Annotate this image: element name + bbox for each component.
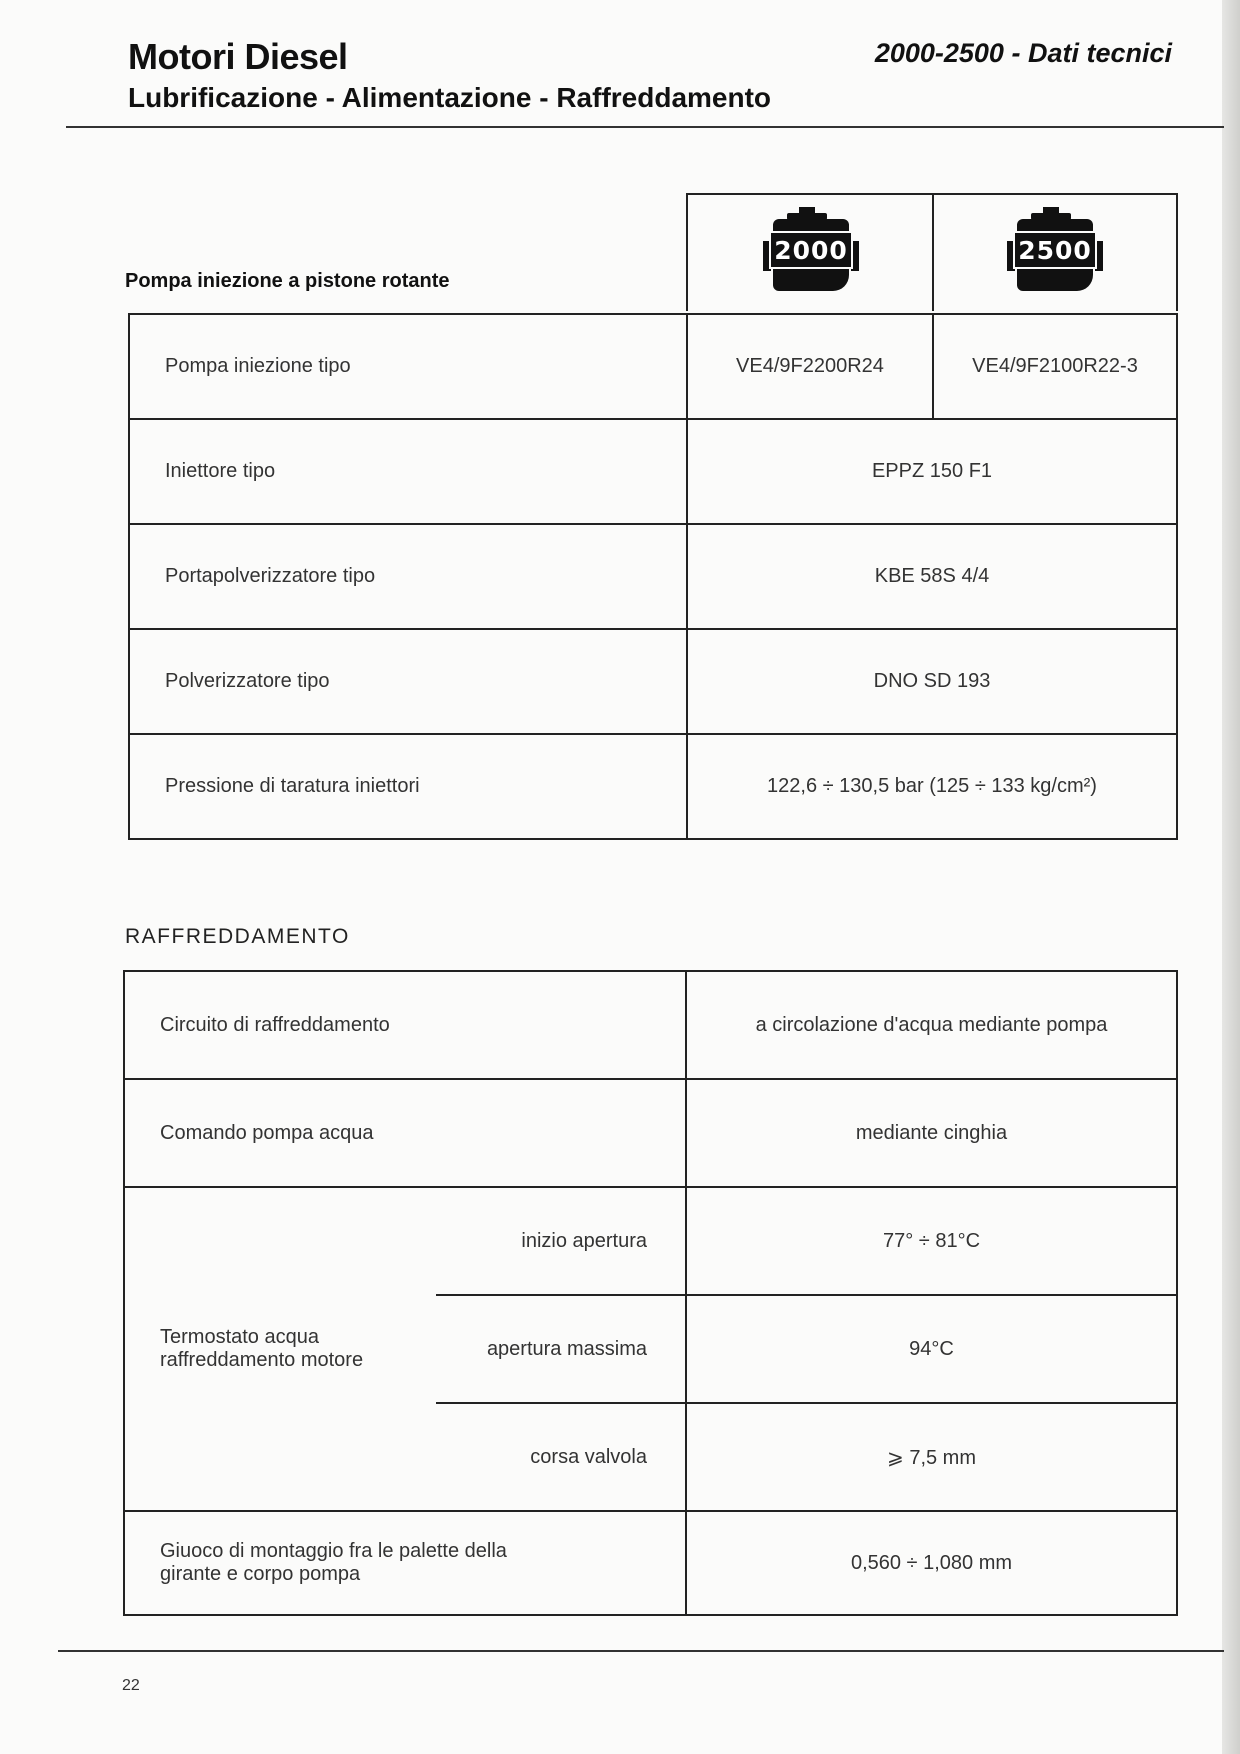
row-value: mediante cinghia bbox=[686, 1079, 1177, 1187]
row-label: Giuoco di montaggio fra le palette della girante e corpo pompa bbox=[124, 1511, 686, 1615]
sub-row-label: inizio apertura bbox=[436, 1187, 686, 1295]
table-row bbox=[129, 314, 1177, 419]
table-row bbox=[124, 1511, 1177, 1615]
page-edge bbox=[1222, 0, 1240, 1754]
table-row bbox=[124, 971, 1177, 1079]
row-value: EPPZ 150 F1 bbox=[687, 419, 1177, 524]
engine-icon bbox=[1005, 207, 1105, 299]
table-row bbox=[124, 1187, 1177, 1295]
value-2000: VE4/9F2200R24 bbox=[687, 314, 933, 419]
engine-2500-label: 2500 bbox=[1013, 231, 1097, 269]
sub-row-value: ⩾ 7,5 mm bbox=[686, 1403, 1177, 1511]
row-label: Portapolverizzatore tipo bbox=[129, 524, 687, 629]
injection-section-label: Pompa iniezione a pistone rotante bbox=[125, 270, 450, 292]
page-number: 22 bbox=[122, 1677, 140, 1694]
row-label: Comando pompa acqua bbox=[124, 1079, 686, 1187]
injection-table bbox=[128, 313, 1178, 840]
table-row bbox=[129, 734, 1177, 839]
engine-2500-header bbox=[932, 193, 1178, 311]
sub-row-value: 77° ÷ 81°C bbox=[686, 1187, 1177, 1295]
table-row bbox=[129, 524, 1177, 629]
row-label: Polverizzatore tipo bbox=[129, 629, 687, 734]
thermostat-label: Termostato acqua raffreddamento motore bbox=[124, 1187, 436, 1511]
row-label: Iniettore tipo bbox=[129, 419, 687, 524]
table-row bbox=[129, 419, 1177, 524]
row-value: KBE 58S 4/4 bbox=[687, 524, 1177, 629]
row-label: Circuito di raffreddamento bbox=[124, 971, 686, 1079]
row-value: 0,560 ÷ 1,080 mm bbox=[686, 1511, 1177, 1615]
engine-2000-header bbox=[686, 193, 934, 311]
document-section-title: 2000-2500 - Dati tecnici bbox=[874, 38, 1172, 68]
footer-rule bbox=[58, 1650, 1224, 1652]
cooling-section-label: RAFFREDDAMENTO bbox=[125, 925, 350, 948]
row-value: 122,6 ÷ 130,5 bar (125 ÷ 133 kg/cm²) bbox=[687, 734, 1177, 839]
row-value: DNO SD 193 bbox=[687, 629, 1177, 734]
header-rule bbox=[66, 126, 1224, 128]
row-label: Pressione di taratura iniettori bbox=[129, 734, 687, 839]
table-row bbox=[129, 629, 1177, 734]
row-label: Pompa iniezione tipo bbox=[129, 314, 687, 419]
value-2500: VE4/9F2100R22-3 bbox=[933, 314, 1177, 419]
table-row bbox=[124, 1079, 1177, 1187]
engine-2000-label: 2000 bbox=[769, 231, 853, 269]
sub-row-value: 94°C bbox=[686, 1295, 1177, 1403]
sub-row-label: apertura massima bbox=[436, 1295, 686, 1403]
page-title: Motori Diesel bbox=[128, 36, 348, 77]
row-value: a circolazione d'acqua mediante pompa bbox=[686, 971, 1177, 1079]
page-subtitle: Lubrificazione - Alimentazione - Raffreddamento bbox=[128, 82, 772, 113]
engine-icon bbox=[761, 207, 861, 299]
sub-row-label: corsa valvola bbox=[436, 1403, 686, 1511]
cooling-table bbox=[123, 970, 1178, 1616]
